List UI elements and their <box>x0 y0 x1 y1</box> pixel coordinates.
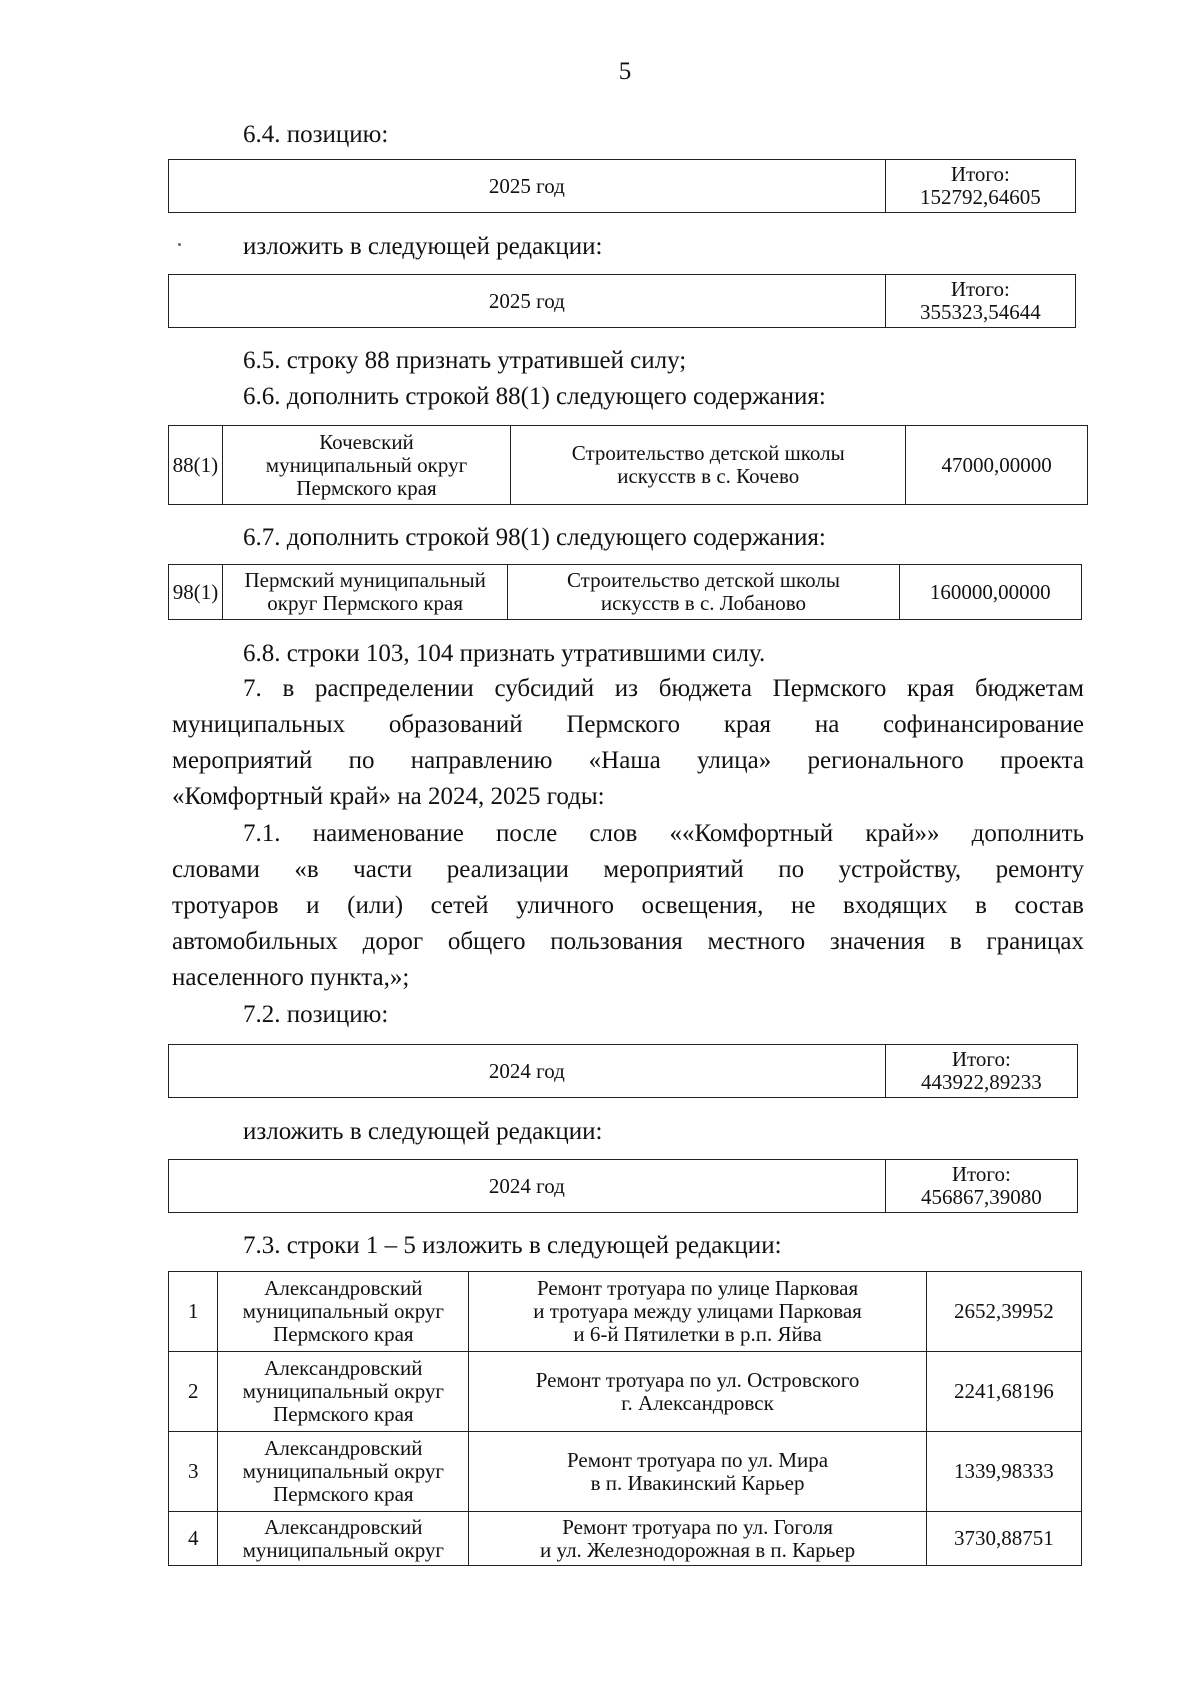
total-value: 443922,89233 <box>920 1070 1042 1094</box>
object-line: Ремонт тротуара по ул. Гоголя <box>562 1514 833 1539</box>
object-line: Ремонт тротуара по ул. Островского <box>535 1367 860 1392</box>
row-number: 98(1) <box>169 565 223 620</box>
municipality-line: Александровский <box>264 1276 423 1300</box>
object-line: Строительство детской школы <box>566 568 840 592</box>
municipality-cell <box>218 1272 469 1352</box>
paragraph-6-7: 6.7. дополнить строкой 98(1) следующего содержания: <box>243 524 826 551</box>
paragraph-7-2: 7.2. позицию: <box>243 1001 389 1028</box>
total-cell <box>885 1160 1077 1213</box>
amount-cell: 3730,88751 <box>926 1512 1081 1566</box>
paragraph-6-5: 6.5. строку 88 признать утратившей силу; <box>243 347 687 374</box>
table-row <box>169 1512 1082 1566</box>
paragraph-7-3: 7.3. строки 1 – 5 изложить в следующей редакции: <box>243 1232 782 1259</box>
amount-cell: 2241,68196 <box>926 1352 1081 1432</box>
paragraph-redaction-1: изложить в следующей редакции: <box>243 233 603 260</box>
object-line: и 6-й Пятилетки в р.п. Яйва <box>573 1322 822 1346</box>
total-cell <box>885 275 1075 328</box>
row-98-1-table <box>168 564 1082 620</box>
table-row <box>169 1432 1082 1512</box>
object-line: искусств в с. Лобаново <box>600 591 807 615</box>
total-value: 152792,64605 <box>919 185 1041 209</box>
amount-cell: 47000,00000 <box>906 426 1088 505</box>
text-line: 7.1. наименование после слов ««Комфортный край»» дополнить <box>243 820 1084 847</box>
total-label: Итого: <box>950 277 1010 301</box>
paragraph-6-6: 6.6. дополнить строкой 88(1) следующего содержания: <box>243 383 826 410</box>
paragraph-7-1-line: словами «в части реализации мероприятий по устройству, ремонту <box>172 856 1084 883</box>
object-cell <box>508 565 899 620</box>
page-number: 5 <box>618 58 632 85</box>
object-line: в п. Ивакинский Карьер <box>590 1470 805 1495</box>
municipality-line: округ Пермского края <box>267 591 464 615</box>
municipality-line: Кочевский <box>319 429 414 454</box>
amount-cell: 2652,39952 <box>926 1272 1081 1352</box>
rows-1-5-table <box>168 1271 1082 1566</box>
paragraph-7-1-line: населенного пункта,»; <box>172 964 410 991</box>
object-cell <box>469 1512 927 1566</box>
municipality-cell <box>218 1352 469 1432</box>
total-cell <box>885 160 1075 213</box>
municipality-line: Александровский <box>264 1514 423 1539</box>
year-cell: 2024 год <box>169 1045 886 1098</box>
object-cell <box>469 1272 927 1352</box>
municipality-cell <box>222 426 510 505</box>
municipality-line: Пермского края <box>296 475 437 500</box>
paragraph-6-4: 6.4. позицию: <box>243 121 389 148</box>
total-label: Итого: <box>951 1162 1011 1186</box>
row-88-1-table <box>168 425 1088 505</box>
object-line: и ул. Железнодорожная в п. Карьер <box>540 1537 856 1562</box>
paragraph-7-line: мероприятий по направлению «Наша улица» регионального проекта <box>172 747 1084 774</box>
table-row <box>169 1272 1082 1352</box>
object-line: Ремонт тротуара по ул. Мира <box>566 1447 829 1472</box>
municipality-line: Пермского края <box>273 1322 414 1346</box>
object-line: Ремонт тротуара по улице Парковая <box>536 1276 859 1300</box>
paragraph-7-1-line: тротуаров и (или) сетей уличного освещения, не входящих в состав <box>172 892 1084 919</box>
object-line: искусств в с. Кочево <box>617 464 800 488</box>
object-line: г. Александровск <box>621 1390 774 1415</box>
margin-dot <box>178 243 181 246</box>
row-number: 3 <box>169 1432 218 1512</box>
amount-cell: 160000,00000 <box>899 565 1081 620</box>
total-cell <box>885 1045 1077 1098</box>
object-cell <box>469 1352 927 1432</box>
municipality-line: Пермского края <box>273 1482 414 1506</box>
year-cell: 2025 год <box>169 275 886 328</box>
total-label: Итого: <box>950 162 1010 186</box>
amount-cell: 1339,98333 <box>926 1432 1081 1512</box>
total-value: 355323,54644 <box>919 300 1041 324</box>
municipality-line: Пермского края <box>273 1402 414 1426</box>
text-line: 7. в распределении субсидий из бюджета Пермского края бюджетам <box>243 675 1084 702</box>
municipality-line: муниципальный округ <box>242 1379 445 1403</box>
paragraph-7-1 <box>172 816 1084 852</box>
row-number: 1 <box>169 1272 218 1352</box>
paragraph-7 <box>172 671 1084 707</box>
year-cell: 2025 год <box>169 160 886 213</box>
paragraph-6-8: 6.8. строки 103, 104 признать утратившими силу. <box>243 640 766 667</box>
municipality-cell <box>218 1432 469 1512</box>
municipality-line: муниципальный округ <box>265 452 468 477</box>
paragraph-7-line: муниципальных образований Пермского края на софинансирование <box>172 711 1084 738</box>
object-cell <box>511 426 906 505</box>
paragraph-7-1-line: автомобильных дорог общего пользования местного значения в границах <box>172 928 1084 955</box>
municipality-line: муниципальный округ <box>242 1537 445 1562</box>
municipality-cell <box>223 565 508 620</box>
municipality-line: муниципальный округ <box>242 1459 445 1483</box>
municipality-line: Александровский <box>264 1356 423 1380</box>
row-number: 4 <box>169 1512 218 1566</box>
row-number: 88(1) <box>169 426 223 505</box>
row-number: 2 <box>169 1352 218 1432</box>
position-table-2025-new <box>168 274 1076 328</box>
total-value: 456867,39080 <box>920 1185 1042 1209</box>
total-label: Итого: <box>951 1047 1011 1071</box>
paragraph-redaction-2: изложить в следующей редакции: <box>243 1118 603 1145</box>
position-table-2024-new <box>168 1159 1078 1213</box>
paragraph-7-line: «Комфортный край» на 2024, 2025 годы: <box>172 783 605 810</box>
object-cell <box>469 1432 927 1512</box>
position-table-2024-old <box>168 1044 1078 1098</box>
municipality-line: Пермский муниципальный <box>244 568 486 592</box>
municipality-line: Александровский <box>264 1436 423 1460</box>
table-row <box>169 1352 1082 1432</box>
object-line: и тротуара между улицами Парковая <box>533 1299 862 1323</box>
municipality-line: муниципальный округ <box>242 1299 445 1323</box>
municipality-cell <box>218 1512 469 1566</box>
year-cell: 2024 год <box>169 1160 886 1213</box>
object-line: Строительство детской школы <box>571 441 845 465</box>
position-table-2025-old <box>168 159 1076 213</box>
